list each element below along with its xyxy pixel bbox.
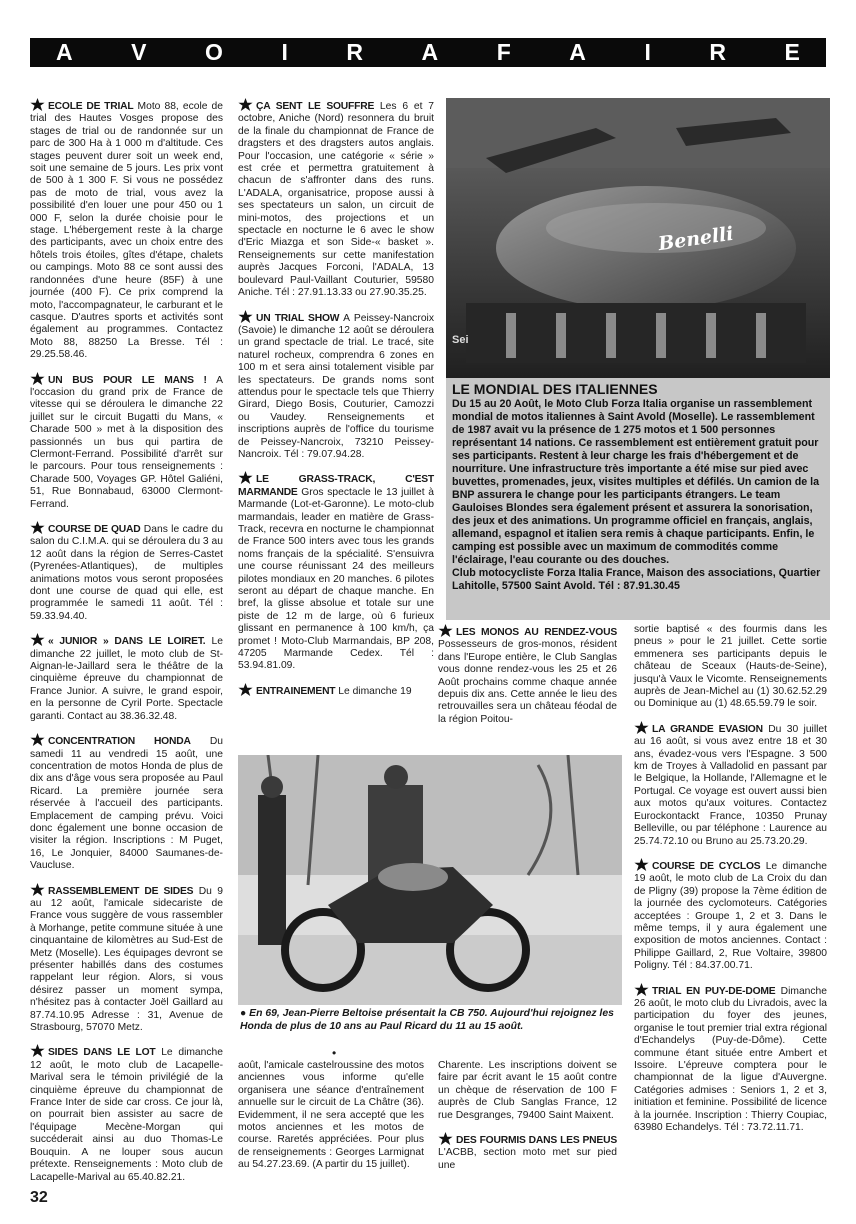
sei-label: Sei — [452, 334, 469, 346]
article-title: LE GRASS-TRACK, C'EST MARMANDE — [238, 474, 434, 498]
banner-letter: A — [56, 39, 73, 65]
article — [30, 1044, 223, 1183]
article-body: Le dimanche 19 août, le moto club de La Croix du dan de Pligny (39) propose la 7ème édition de la journée des cyclomoteurs. Catégories acceptées : Groupe 1, 2 et 3. Dans le même temps, il y aura également une exposition de motos anciennes. Contact : Philippe Gaillard, 2, Rue Voltaire, 39800 Poligny. Tél : 84.37.00.71. — [634, 860, 827, 972]
benelli-logo: Benelli — [656, 222, 735, 256]
article-body: L'ACBB, section moto met sur pied une — [438, 1147, 617, 1171]
banner-letter: E — [784, 39, 800, 65]
star-icon — [30, 633, 45, 646]
article-body: août, l'amicale castelroussine des motos anciennes vous informe qu'elle organisera une séance d'entraînement annuelle sur le circuit de La Châtre (36). Evidemment, il ne sera accepté que les motos anciennes et les motos de course. Raretés appréciées. Pour plus de renseignements : Georges Larmignat au 54.27.23.69. (A partir du 15 juillet). — [238, 1060, 424, 1171]
article-body: Moto 88, ecole de trial des Hautes Vosges propose des stages de trial ou de randonnée sur un parc de 300 Ha à 1 000 m d'altitude. Ces stages peuvent durer soit un week end, soit une semaine de 5 jours. Les prix vont de 500 à 1 300 F. Si vous ne possédez pas de moto de trial, vous avez la possibilité d'en louer une pour 450 ou 1 000 F, selon la durée choisie pour le stage. L'hébergement reste à la charge des participants, avec un choix entre des hôtels trois étoiles, gîtes d'étape, chalets ou campings. Moto 88 ce sont aussi des randonnées d'une heure (85F) à une journée (400 F). Ce prix comprend la moto, l'accompagnateur, le carburant et le casque. D'autres sports et activités sont également au programmes. Contactez Moto 88, 88250 La Bresse. Tél : 29.25.58.46. — [30, 101, 223, 361]
article — [438, 1060, 617, 1122]
benelli-photo — [446, 98, 830, 378]
star-icon — [30, 98, 45, 111]
article-title: LES MONOS AU RENDEZ-VOUS — [456, 627, 617, 638]
article-title: UN BUS POUR LE MANS ! — [48, 374, 207, 386]
banner-letter: O — [205, 39, 223, 65]
article-body: Le dimanche 12 août, le moto club de Lacapelle-Marival sera le témoin privilégié de la cinquième épreuve du championnat de France Inter de side car cross. Ce jour là, on pourrait bien assister au sacre de l'équipage Mecène-Morgan qui succéderait ainsi au duo Thomas-Le Bouquin. A ne louper sous aucun prétexte. Renseignements : Moto club de Lacapelle-Marival au 65.40.82.21. — [30, 1047, 223, 1183]
star-icon — [238, 310, 253, 323]
star-icon — [30, 1044, 45, 1057]
article-body: sortie baptisé « des fourmis dans les pneus » pour le 21 juillet. Cette sortie emmenera ses participants depuis le château de Sceaux (Hauts-de-Seine), jusqu'à Vaux le Vicomte. Renseignements auprès de Jean-Michel au (1) 30.62.52.29 ou Dominique au (1) 48.65.59.79 le soir. — [634, 624, 827, 710]
article — [238, 310, 434, 462]
article-body: A l'occasion du grand prix de France de vitesse qui se déroulera le dimanche 22 juillet sur le circuit Bugatti du Mans, « Charade 500 » met à la disposition des passionnés un bus qui partira de Clermont-Ferrand. Possibilité d'arrêt sur le parcours. Pour tous renseignements : Charade 500, Voyages GP. Hôtel Galiéni, 51, Rue Bonnabaud, 63000 Clermont-Ferrand. — [30, 374, 223, 510]
article-title: LA GRANDE EVASION — [652, 723, 763, 735]
star-icon — [238, 471, 253, 484]
column-3-top — [438, 624, 617, 736]
article — [634, 721, 827, 848]
mondial-body: Du 15 au 20 Août, le Moto Club Forza Italia organise un rassemblement mondial de motos italiennes à Saint Avold (Moselle). Le rassemblement de 1987 avait vu la présence de 1 275 motos et 1 500 personnes représentant 14 nations. Ce rassemblement est entièrement gratuit pour ses participants. Restent à leur charge les frais d'hébergement et de nourriture. Une infrastructure très importante a été mise sur pied avec buvettes, promenades, jeux, visites multiples et défilés. Un camion de la BNP assurera le change pour les participants étrangers. Le team Gauloises Blondes sera également présent et assurera la sonorisation, des jeux et des animations. Un programme officiel en français, anglais, allemand, espagnol et italien sera remis à chaque participants. Enfin, le camping est possible avec un maximum de commodités comme l'éclairage, l'eau courante ou des douches. — [452, 398, 820, 566]
article-body: Le dimanche 19 — [335, 685, 412, 697]
column-1 — [30, 98, 223, 1194]
article-title: COURSE DE QUAD — [48, 524, 141, 535]
star-icon — [634, 983, 649, 996]
article-title: « JUNIOR » DANS LE LOIRET. — [48, 636, 206, 648]
article-body: Dans le cadre du salon du C.I.M.A. qui se déroulera du 3 au 12 août dans la région de Serres-Castet (Pyrenées-Atlantiques), de multiples animations motos vous seront proposées dont une course de quad qui elle, est programmée le samedi 11 août. Tél : 59.33.94.40. — [30, 524, 223, 622]
star-icon — [30, 521, 45, 534]
mondial-box — [446, 378, 830, 620]
article — [30, 98, 223, 362]
star-icon — [238, 683, 253, 696]
article-body: Possesseurs de gros-monos, résident dans l'Europe entière, le Club Sanglas vous donne rendez-vous les 25 et 26 Août prochains comme chaque année depuis dix ans. Cette année le lieu des retrouvailles sera un château féodal de la région Poitou- — [438, 639, 617, 725]
article-title: CONCENTRATION HONDA — [48, 736, 191, 748]
article-body: Du samedi 11 au vendredi 15 août, une concentration de motos Honda de plus de dix ans d'âge vous sera proposée au Paul Ricard. La première journée sera réservée à l'accueil des participants. Emplacement de camping prévu. Voici donc également une bonne occasion de visiter la région. Inscriptions : M Puget, 16, Le Jonquier, 84000 Saumanes-de-Vaucluse. — [30, 736, 223, 872]
column-3-bottom — [438, 1060, 617, 1182]
article-body: Charente. Les inscriptions doivent se faire par écrit avant le 15 août contre un chèque de réservation de 100 F auprès de Club Sanglas France, 12 rue Desgranges, 79400 Saint Maixent. — [438, 1060, 617, 1121]
banner-letter: I — [281, 39, 288, 65]
star-icon — [238, 98, 253, 111]
article — [30, 372, 223, 511]
article-body: Les 6 et 7 octobre, Aniche (Nord) resonnera du bruit de la finale du championnat de France de dragsters et des dragsters autos anglais. Pour l'occasion, une catégorie « série » est crée et permettra gratuitement à chacun de s'affronter dans des runs. L'ADALA, organisatrice, propose aussi à ses spectateurs un salon, un circuit de mini-motos, des projections et un spectacle en nocturne le 6 avec le show d'Eric Miazga et son Side-« basket ». Renseignements sur cette manifestation auprès Jacques Forconi, l'ADALA, 13 boulevard Paul-Vaillant Couturier, 59580 Aniche. Tél : 27.91.13.33 ou 27.90.35.25. — [238, 101, 434, 299]
banner-letter: R — [346, 39, 363, 65]
article — [30, 521, 223, 623]
article — [438, 624, 617, 726]
mondial-title: LE MONDIAL DES ITALIENNES — [452, 381, 658, 397]
article-body: Du 30 juillet au 16 août, si vous avez entre 18 et 30 ans, évadez-vous vers l'Espagne. 3 500 km de Troyes à Valladolid en passant par le Belgique, la Hollande, l'Allemagne et le Portugal. Ce voyage est ouvert aussi bien aux motos qu'aux voitures. Contactez Eurockontackt France, 10350 Prunay Belleville, ou par téléphone : Laurence au 25.74.72.10 ou Bruno au 25.73.20.29. — [634, 723, 827, 847]
article-title: ECOLE DE TRIAL — [48, 101, 134, 112]
column-2-bottom — [238, 1060, 424, 1182]
banner-letter: F — [496, 39, 511, 65]
article — [634, 983, 827, 1135]
banner-letter: R — [709, 39, 726, 65]
section-banner — [30, 38, 826, 67]
article-title: TRIAL EN PUY-DE-DOME — [652, 985, 776, 997]
star-icon — [634, 721, 649, 734]
star-icon — [30, 733, 45, 746]
article-title: SIDES DANS LE LOT — [48, 1047, 156, 1059]
banner-letter: I — [644, 39, 651, 65]
article-title: RASSEMBLEMENT DE SIDES — [48, 885, 194, 897]
article-title: ÇA SENT LE SOUFFRE — [256, 101, 375, 112]
article — [634, 858, 827, 973]
photo-caption: ● En 69, Jean-Pierre Beltoise présentait la CB 750. Aujourd'hui rejoignez les Honda de plus de 10 ans au Paul Ricard du 11 au 15 août. — [240, 1008, 614, 1032]
star-icon — [634, 858, 649, 871]
star-icon — [30, 883, 45, 896]
star-icon — [438, 624, 453, 637]
star-icon — [30, 372, 45, 385]
banner-letter: V — [131, 39, 147, 65]
article — [438, 1132, 617, 1172]
article — [238, 471, 434, 673]
article-body: Du 9 au 12 août, l'amicale sidecariste de France vous suggère de vous rassembler à Morhange, petite commune située à une cinquantaine de kilomètres au Sud-Est de Metz (Moselle). Les équipages devront se présenter habillés dans des costumes rappelant leur région. Alors, si vous désirez passer un moment sympa, n'hésitez pas à contacter Joël Gaillard au 87.74.10.95 Adresse : 31, Avenue de Strasbourg, 57070 Metz. — [30, 885, 223, 1034]
article — [238, 683, 434, 698]
article-body: Le dimanche 22 juillet, le moto club de St-Aignan-le-Jaillard sera le théâtre de la cinquième épreuve du championnat de France Junior. A suivre, le grand espoir, en la personne de Cyril Porte. Spectacle garanti. Contact au 38.36.32.48. — [30, 636, 223, 722]
column-2 — [238, 98, 434, 708]
article-body: Dimanche 26 août, le moto club du Livradois, avec la participation du foyer des jeunes, organise le tout premier trial extra régional d'Echandelys (Puy-de-Dôme). Cette commune étant située entre Ambert et Issoire. L'épreuve comptera pour le championnat de la ligue d'Auvergne. Catégories admises : Seniors 1, 2 et 3, initiation et feminine. Possibilité de licence à la journée. Inscription : Thierry Coupiac, 63980 Echandelys. Tél : 73.72.11.71. — [634, 985, 828, 1134]
bullet-mark: • — [332, 1046, 337, 1060]
mondial-contact: Club motocycliste Forza Italia France, Maison des associations, Quartier Lahitolle, 57500 Saint Avold. Tél : 87.91.30.45 — [452, 567, 821, 592]
banner-letter: A — [569, 39, 586, 65]
article — [30, 883, 223, 1035]
article — [30, 633, 223, 723]
honda-photo — [238, 755, 622, 1005]
article — [30, 733, 223, 872]
banner-letter: A — [421, 39, 439, 65]
article-body: A Peissey-Nancroix (Savoie) le dimanche 12 août se déroulera un grand spectacle de trial. Le tracé, site naturel rocheux, comprendra 6 zones en 100 m et sera ainsi totalement visible par les spectateurs. De grands noms sont attendus pour le spectacle tels que Thierry Girard, Diego Bosis, Couturier, Camozzi ou Vaudey. Renseignements et inscriptions auprès de l'office du tourisme de Peissey-Nancroix, 73210 Peissey-Nancroix. Tél : 79.07.94.28. — [238, 312, 434, 460]
column-4 — [634, 624, 827, 1144]
article-title: ENTRAINEMENT — [256, 685, 336, 697]
article-title: DES FOURMIS DANS LES PNEUS — [456, 1135, 617, 1147]
article — [238, 1060, 424, 1172]
star-icon — [438, 1132, 453, 1145]
article-body: Gros spectacle le 13 juillet à Marmande (Lot-et-Garonne). Le moto-club marmandais, leader en matière de Grass-Track, recevra en nocturne le championnat de France 500 inters avec tous les grands noms français de la spécialité. S'ensuivra une course réunissant 24 des meilleurs pilotes mondiaux en 20 manches. 6 pilotes seront au départ de chaque manche. En bref, la glisse absolue et totale sur une piste de 12 m de large, où 6 furieux glissant en permanence à 100 km/h, ça promet ! Moto-Club Marmandais, BP 208, 47205 Marmande Cedex. Tél : 53.94.81.09. — [238, 486, 434, 672]
page-number: 32 — [30, 1189, 48, 1206]
article — [634, 624, 827, 711]
article — [238, 98, 434, 300]
article-title: COURSE DE CYCLOS — [652, 860, 761, 872]
article-title: UN TRIAL SHOW — [256, 312, 340, 324]
